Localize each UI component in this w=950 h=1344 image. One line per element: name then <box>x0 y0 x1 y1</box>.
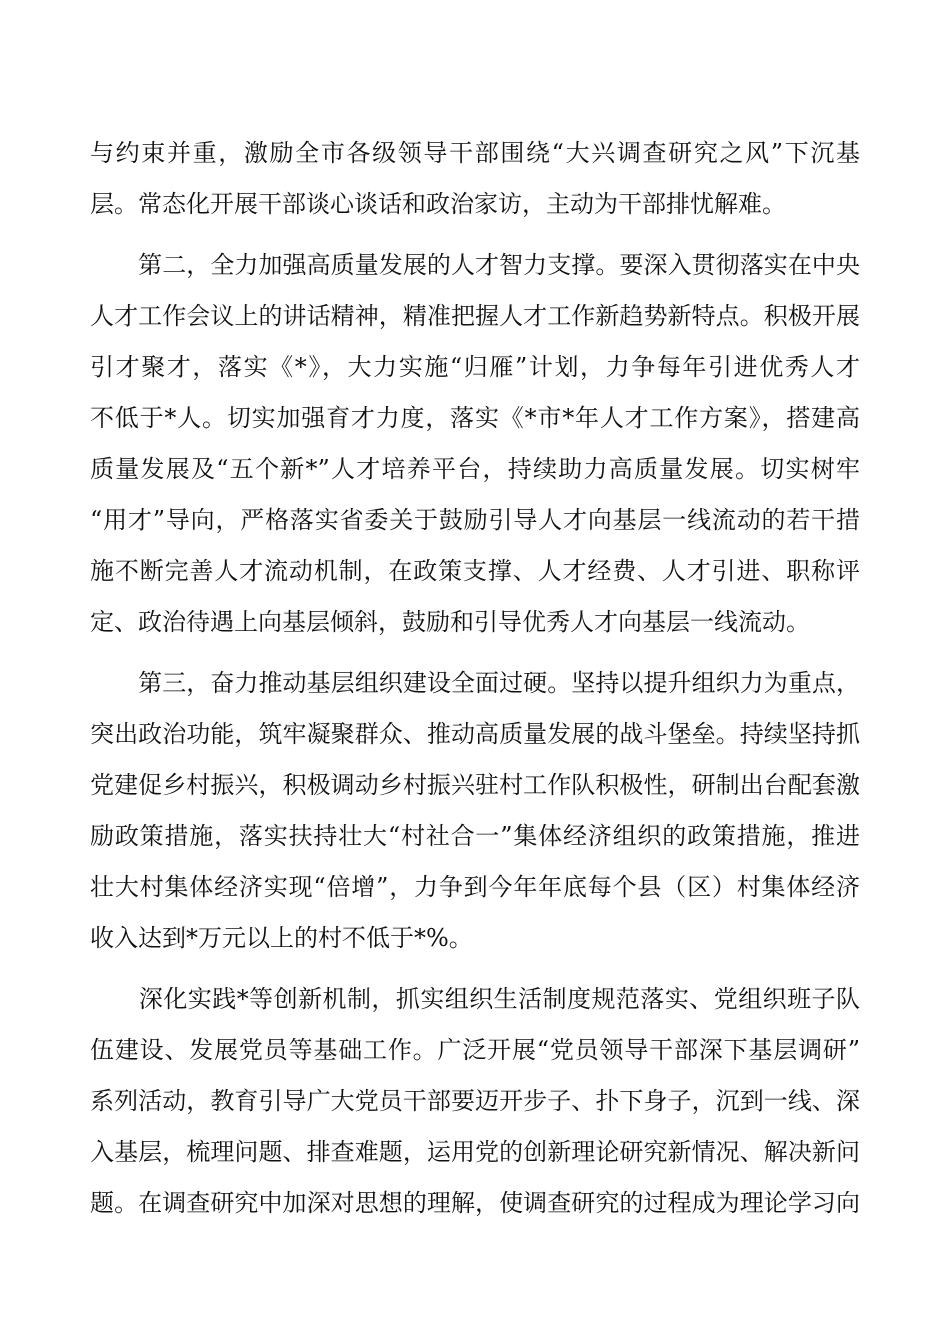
text-line: 党建促乡村振兴，积极调动乡村振兴驻村工作队积极性，研制出台配套激 <box>90 771 860 799</box>
paragraph-1 <box>90 128 860 230</box>
text-line: 系列活动，教育引导广大党员干部要迈开步子、扑下身子，沉到一线、深 <box>90 1087 860 1115</box>
text-line: 质量发展及“五个新*”人才培养平台，持续助力高质量发展。切实树牢 <box>90 455 860 483</box>
text-line: 不低于*人。切实加强育才力度，落实《*市*年人才工作方案》，搭建高 <box>90 404 860 432</box>
text-line: 题。在调查研究中加深对思想的理解，使调查研究的过程成为理论学习向 <box>90 1189 860 1217</box>
text-line: 引才聚才，落实《*》，大力实施“归雁”计划，力争每年引进优秀人才 <box>90 353 860 381</box>
paragraph-gap <box>90 964 860 974</box>
text-line: 壮大村集体经济实现“倍增”，力争到今年年底每个县（区）村集体经济 <box>90 873 860 901</box>
text-line: 伍建设、发展党员等基础工作。广泛开展“党员领导干部深下基层调研” <box>90 1036 860 1064</box>
paragraph-gap <box>90 648 860 658</box>
text-line: 突出政治功能，筑牢凝聚群众、推动高质量发展的战斗堡垒。持续坚持抓 <box>90 720 860 748</box>
text-line: 人才工作会议上的讲话精神，精准把握人才工作新趋势新特点。积极开展 <box>90 302 860 330</box>
document-body <box>90 128 860 1229</box>
text-line: 层。常态化开展干部谈心谈话和政治家访，主动为干部排忧解难。 <box>90 190 786 218</box>
text-line: 定、政治待遇上向基层倾斜，鼓励和引导优秀人才向基层一线流动。 <box>90 608 810 636</box>
text-line: 施不断完善人才流动机制，在政策支撑、人才经费、人才引进、职称评 <box>90 557 860 585</box>
text-line: “用才”导向，严格落实省委关于鼓励引导人才向基层一线流动的若干措 <box>90 506 860 534</box>
paragraph-3 <box>90 658 860 964</box>
text-line: 收入达到*万元以上的村不低于*%。 <box>90 924 473 952</box>
paragraph-gap <box>90 230 860 240</box>
text-line: 励政策措施，落实扶持壮大“村社合一”集体经济组织的政策措施，推进 <box>90 822 860 850</box>
text-line: 入基层，梳理问题、排查难题，运用党的创新理论研究新情况、解决新问 <box>90 1138 860 1166</box>
paragraph-2 <box>90 240 860 648</box>
text-line: 第三，奋力推动基层组织建设全面过硬。坚持以提升组织力为重点， <box>90 669 860 697</box>
text-line: 深化实践*等创新机制，抓实组织生活制度规范落实、党组织班子队 <box>90 985 860 1013</box>
paragraph-4 <box>90 974 860 1229</box>
text-line: 第二，全力加强高质量发展的人才智力支撑。要深入贯彻落实在中央 <box>90 251 860 279</box>
text-line: 与约束并重，激励全市各级领导干部围绕“大兴调查研究之风”下沉基 <box>90 139 860 167</box>
